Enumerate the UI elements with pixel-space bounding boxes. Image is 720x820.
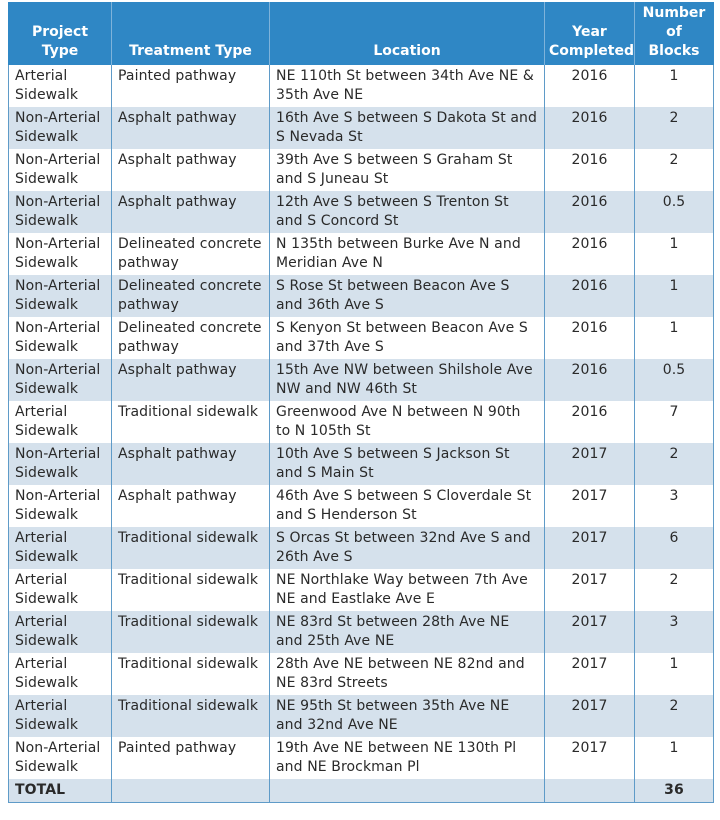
cell-treatment-type: Asphalt pathway <box>112 443 270 485</box>
cell-project-type: Arterial Sidewalk <box>9 695 112 737</box>
total-empty-location <box>270 779 545 803</box>
sidewalk-projects-table <box>8 2 714 803</box>
cell-year: 2016 <box>545 233 635 275</box>
cell-blocks: 1 <box>635 317 714 359</box>
cell-project-type: Non-Arterial Sidewalk <box>9 317 112 359</box>
cell-project-type: Non-Arterial Sidewalk <box>9 275 112 317</box>
cell-project-type: Non-Arterial Sidewalk <box>9 149 112 191</box>
cell-location: S Orcas St between 32nd Ave S and 26th Ave S <box>270 527 545 569</box>
cell-project-type: Arterial Sidewalk <box>9 653 112 695</box>
table-header-row <box>9 2 714 65</box>
cell-treatment-type: Delineated concrete pathway <box>112 317 270 359</box>
cell-treatment-type: Traditional sidewalk <box>112 401 270 443</box>
table-row <box>9 107 714 149</box>
cell-location: 46th Ave S between S Cloverdale St and S Henderson St <box>270 485 545 527</box>
cell-location: 39th Ave S between S Graham St and S Juneau St <box>270 149 545 191</box>
cell-year: 2017 <box>545 569 635 611</box>
total-label: TOTAL <box>9 779 112 803</box>
cell-treatment-type: Painted pathway <box>112 737 270 779</box>
cell-location: S Rose St between Beacon Ave S and 36th Ave S <box>270 275 545 317</box>
table-row <box>9 653 714 695</box>
table-row <box>9 695 714 737</box>
cell-project-type: Arterial Sidewalk <box>9 527 112 569</box>
table-row <box>9 527 714 569</box>
table-row <box>9 359 714 401</box>
cell-year: 2016 <box>545 107 635 149</box>
cell-project-type: Non-Arterial Sidewalk <box>9 233 112 275</box>
cell-location: NE Northlake Way between 7th Ave NE and Eastlake Ave E <box>270 569 545 611</box>
table-row <box>9 569 714 611</box>
cell-location: Greenwood Ave N between N 90th to N 105th St <box>270 401 545 443</box>
cell-project-type: Non-Arterial Sidewalk <box>9 737 112 779</box>
cell-treatment-type: Asphalt pathway <box>112 191 270 233</box>
cell-year: 2016 <box>545 65 635 107</box>
cell-project-type: Arterial Sidewalk <box>9 65 112 107</box>
cell-blocks: 2 <box>635 569 714 611</box>
header-project-type: Project Type <box>9 2 112 65</box>
table-row <box>9 401 714 443</box>
cell-year: 2017 <box>545 737 635 779</box>
cell-location: N 135th between Burke Ave N and Meridian Ave N <box>270 233 545 275</box>
cell-year: 2017 <box>545 485 635 527</box>
cell-blocks: 2 <box>635 695 714 737</box>
header-year-completed: Year Completed <box>545 2 635 65</box>
total-empty-treatment <box>112 779 270 803</box>
cell-treatment-type: Traditional sidewalk <box>112 695 270 737</box>
table-row <box>9 233 714 275</box>
cell-location: NE 95th St between 35th Ave NE and 32nd Ave NE <box>270 695 545 737</box>
cell-treatment-type: Delineated concrete pathway <box>112 275 270 317</box>
table-row <box>9 443 714 485</box>
cell-treatment-type: Asphalt pathway <box>112 485 270 527</box>
cell-year: 2016 <box>545 359 635 401</box>
total-empty-year <box>545 779 635 803</box>
total-row <box>9 779 714 803</box>
cell-project-type: Non-Arterial Sidewalk <box>9 485 112 527</box>
cell-treatment-type: Traditional sidewalk <box>112 653 270 695</box>
cell-project-type: Arterial Sidewalk <box>9 611 112 653</box>
total-blocks: 36 <box>635 779 714 803</box>
table-body <box>9 65 714 803</box>
cell-location: 19th Ave NE between NE 130th Pl and NE Brockman Pl <box>270 737 545 779</box>
cell-location: 12th Ave S between S Trenton St and S Concord St <box>270 191 545 233</box>
cell-year: 2016 <box>545 317 635 359</box>
cell-blocks: 2 <box>635 107 714 149</box>
cell-blocks: 1 <box>635 653 714 695</box>
cell-year: 2017 <box>545 611 635 653</box>
cell-treatment-type: Traditional sidewalk <box>112 611 270 653</box>
table-row <box>9 611 714 653</box>
cell-project-type: Non-Arterial Sidewalk <box>9 191 112 233</box>
header-number-of-blocks: Number of Blocks <box>635 2 714 65</box>
cell-location: 16th Ave S between S Dakota St and S Nevada St <box>270 107 545 149</box>
table-row <box>9 317 714 359</box>
table-row <box>9 485 714 527</box>
cell-blocks: 7 <box>635 401 714 443</box>
cell-blocks: 1 <box>635 737 714 779</box>
cell-treatment-type: Traditional sidewalk <box>112 569 270 611</box>
cell-treatment-type: Delineated concrete pathway <box>112 233 270 275</box>
cell-location: 15th Ave NW between Shilshole Ave NW and NW 46th St <box>270 359 545 401</box>
cell-treatment-type: Asphalt pathway <box>112 359 270 401</box>
cell-blocks: 0.5 <box>635 191 714 233</box>
cell-year: 2017 <box>545 527 635 569</box>
cell-location: NE 110th St between 34th Ave NE & 35th Ave NE <box>270 65 545 107</box>
table-row <box>9 737 714 779</box>
cell-blocks: 1 <box>635 275 714 317</box>
cell-blocks: 1 <box>635 65 714 107</box>
cell-treatment-type: Traditional sidewalk <box>112 527 270 569</box>
cell-project-type: Non-Arterial Sidewalk <box>9 107 112 149</box>
cell-blocks: 2 <box>635 443 714 485</box>
cell-blocks: 1 <box>635 233 714 275</box>
cell-year: 2016 <box>545 401 635 443</box>
table-row <box>9 149 714 191</box>
cell-blocks: 3 <box>635 485 714 527</box>
cell-blocks: 3 <box>635 611 714 653</box>
cell-project-type: Non-Arterial Sidewalk <box>9 359 112 401</box>
header-treatment-type: Treatment Type <box>112 2 270 65</box>
cell-project-type: Non-Arterial Sidewalk <box>9 443 112 485</box>
cell-year: 2017 <box>545 695 635 737</box>
cell-project-type: Arterial Sidewalk <box>9 401 112 443</box>
cell-location: NE 83rd St between 28th Ave NE and 25th Ave NE <box>270 611 545 653</box>
cell-blocks: 2 <box>635 149 714 191</box>
table-row <box>9 275 714 317</box>
cell-location: 28th Ave NE between NE 82nd and NE 83rd Streets <box>270 653 545 695</box>
cell-treatment-type: Asphalt pathway <box>112 107 270 149</box>
cell-location: 10th Ave S between S Jackson St and S Main St <box>270 443 545 485</box>
header-location: Location <box>270 2 545 65</box>
cell-year: 2016 <box>545 149 635 191</box>
cell-year: 2016 <box>545 275 635 317</box>
cell-location: S Kenyon St between Beacon Ave S and 37th Ave S <box>270 317 545 359</box>
cell-year: 2017 <box>545 653 635 695</box>
cell-blocks: 6 <box>635 527 714 569</box>
cell-blocks: 0.5 <box>635 359 714 401</box>
cell-project-type: Arterial Sidewalk <box>9 569 112 611</box>
cell-treatment-type: Asphalt pathway <box>112 149 270 191</box>
cell-year: 2016 <box>545 191 635 233</box>
cell-treatment-type: Painted pathway <box>112 65 270 107</box>
table-row <box>9 191 714 233</box>
table-row <box>9 65 714 107</box>
cell-year: 2017 <box>545 443 635 485</box>
